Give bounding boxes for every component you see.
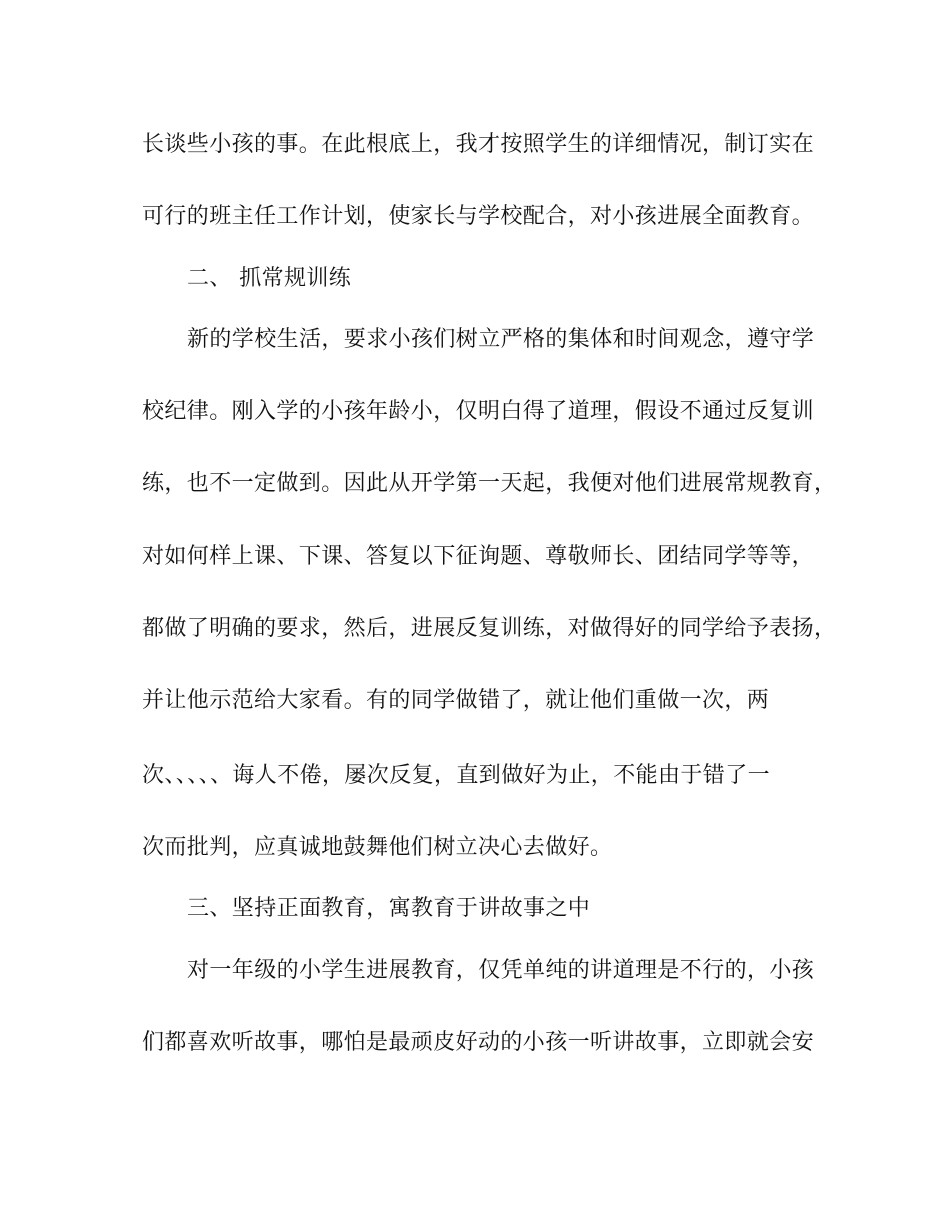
text-line: 并让他示范给大家看。有的同学做错了，就让他们重做一次，两 [142, 688, 770, 713]
text-line: 们都喜欢听故事，哪怕是最顽皮好动的小孩一听讲故事，立即就会安 [142, 1030, 815, 1055]
text-line: 长谈些小孩的事。在此根底上，我才按照学生的详细情况，制订实在 [142, 132, 815, 157]
text-line: 次而批判，应真诚地鼓舞他们树立决心去做好。 [142, 835, 613, 860]
section-heading: 二、 抓常规训练 [187, 266, 352, 291]
paragraph-first-line: 对一年级的小学生进展教育，仅凭单纯的讲道理是不行的，小孩 [187, 958, 815, 983]
text-line: 练，也不一定做到。因此从开学第一天起，我便对他们进展常规教育， [142, 471, 837, 496]
text-line: 次、、、、、诲人不倦，屡次反复，直到做好为止，不能由于错了一 [142, 763, 771, 788]
text-line: 对如何样上课、下课、答复以下征询题、尊敬师长、团结同学等等， [142, 544, 815, 569]
section-heading: 三、坚持正面教育，寓教育于讲故事之中 [187, 896, 591, 921]
text-line: 校纪律。刚入学的小孩年龄小，仅明白得了道理，假设不通过反复训 [142, 399, 815, 424]
paragraph-first-line: 新的学校生活，要求小孩们树立严格的集体和时间观念，遵守学 [187, 327, 815, 352]
text-line: 可行的班主任工作计划，使家长与学校配合，对小孩进展全面教育。 [142, 204, 815, 229]
text-line: 都做了明确的要求，然后，进展反复训练，对做得好的同学给予表扬， [142, 616, 837, 641]
